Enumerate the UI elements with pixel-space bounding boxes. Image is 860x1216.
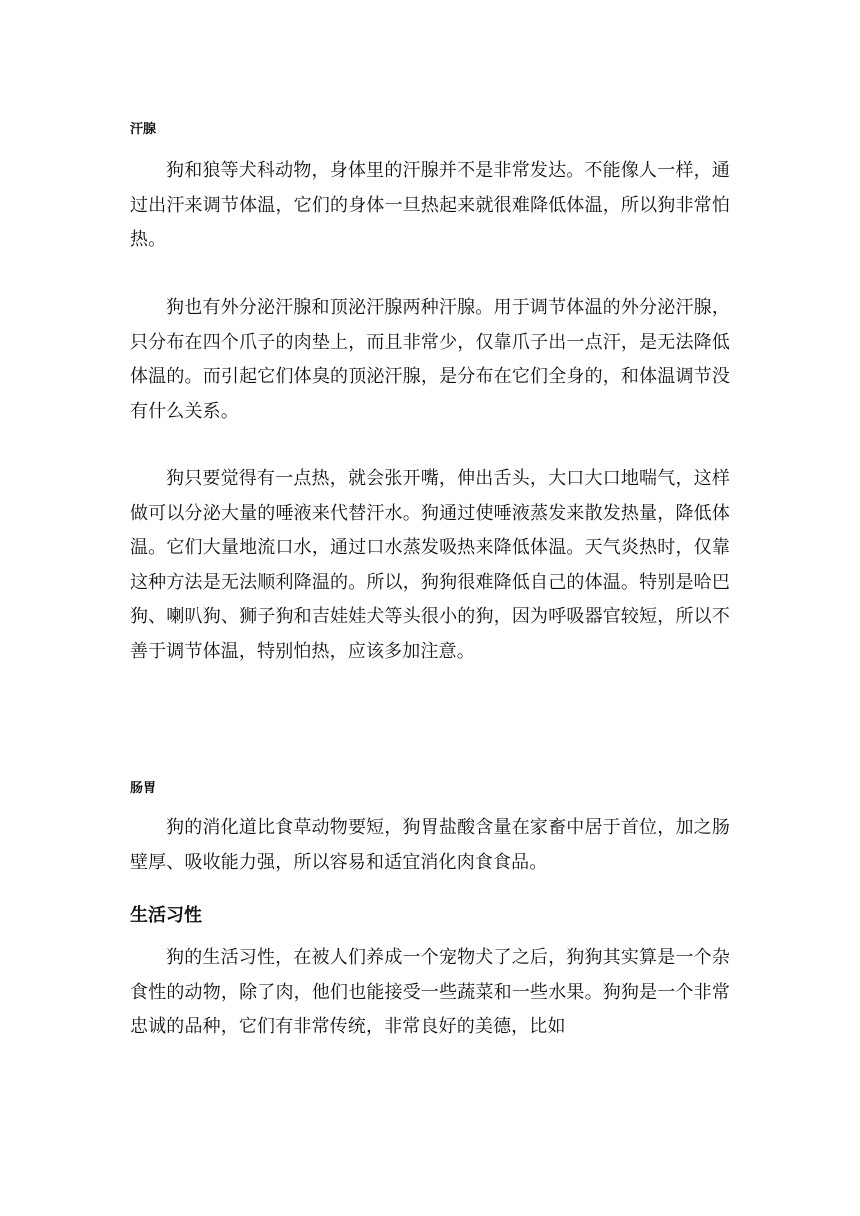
paragraph-habits-1: 狗的生活习性，在被人们养成一个宠物犬了之后，狗狗其实算是一个杂食性的动物，除了肉，他们也能接受一些蔬菜和一些水果。狗狗是一个非常忠诚的品种，它们有非常传统，非常良好的美德，比如 <box>130 947 730 1037</box>
heading-stomach: 肠胃 <box>130 781 157 796</box>
heading-sweat-glands: 汗腺 <box>130 122 157 137</box>
paragraph-stomach-1: 狗的消化道比食草动物要短，狗胃盐酸含量在家畜中居于首位，加之肠壁厚、吸收能力强，所以容易和适宜消化肉食食品。 <box>130 817 730 873</box>
paragraph-sweat-glands-2: 狗也有外分泌汗腺和顶泌汗腺两种汗腺。用于调节体温的外分泌汗腺，只分布在四个爪子的肉垫上，而且非常少，仅靠爪子出一点汗，是无法降低体温的。而引起它们体臭的顶泌汗腺，是分布在它们全身的，和体温调节没有什么关系。 <box>130 297 730 422</box>
heading-habits: 生活习性 <box>130 905 202 926</box>
paragraph-sweat-glands-3: 狗只要觉得有一点热，就会张开嘴，伸出舌头，大口大口地喘气，这样做可以分泌大量的唾液来代替汗水。狗通过使唾液蒸发来散发热量，降低体温。它们大量地流口水，通过口水蒸发吸热来降低体温。天气炎热时，仅靠这种方法是无法顺利降温的。所以，狗狗很难降低自己的体温。特别是哈巴狗、喇叭狗、狮子狗和吉娃娃犬等头很小的狗，因为呼吸器官较短，所以不善于调节体温，特别怕热，应该多加注意。 <box>130 468 730 662</box>
paragraph-sweat-glands-1: 狗和狼等犬科动物，身体里的汗腺并不是非常发达。不能像人一样，通过出汗来调节体温，它们的身体一旦热起来就很难降低体温，所以狗非常怕热。 <box>130 160 730 250</box>
